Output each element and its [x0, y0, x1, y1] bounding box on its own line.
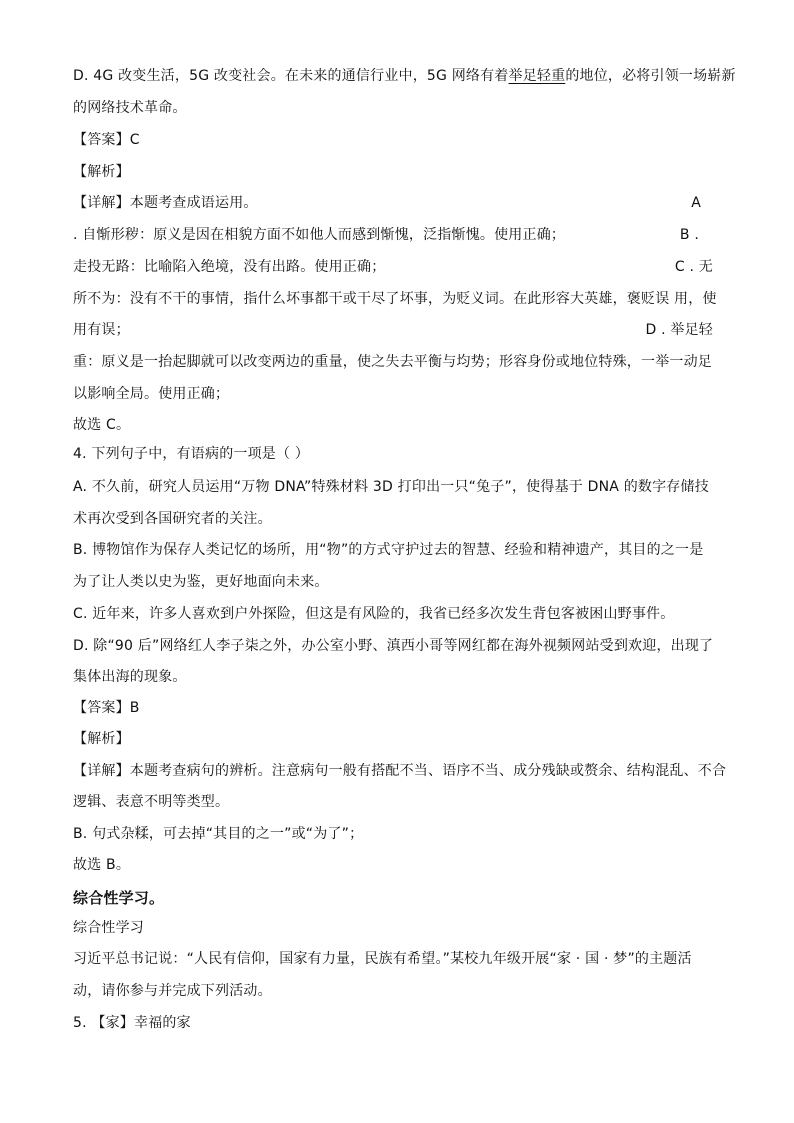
q3-detail-line2 — [73, 225, 713, 245]
q4-detail-line1: 【详解】本题考查病句的辨析。注意病句一般有搭配不当、语序不当、成分残缺或赘余、结构混乱、不合 — [73, 763, 727, 779]
q4-option-b-line2: 为了让人类以史为鉴，更好地面向未来。 — [73, 574, 329, 590]
text-segment: B . — [679, 227, 699, 243]
q4-option-a-line1: A. 不久前，研究人员运用“万物 DNA”特殊材料 3D 打印出一只“兔子”，使得基于 DNA 的数字存储技 — [73, 479, 709, 495]
q3-detail-line1 — [73, 193, 713, 213]
q4-detail-line3: B. 句式杂糅，可去掉“其目的之一”或“为了”； — [73, 826, 364, 842]
q4-analysis-label: 【解析】 — [73, 731, 130, 747]
text-segment: D . 举足轻 — [645, 322, 713, 338]
text-segment: A — [691, 195, 701, 211]
q3-detail-line7: 以影响全局。使用正确； — [73, 386, 230, 402]
underlined-idiom: 举足轻重 — [508, 68, 566, 84]
q3-answer: 【答案】C — [73, 132, 140, 148]
text-segment: 【详解】本题考查成语运用。 — [73, 195, 258, 211]
q4-stem: 4. 下列句子中，有语病的一项是（ ） — [73, 446, 310, 462]
text-segment: D. 4G 改变生活，5G 改变社会。在未来的通信行业中，5G 网络有着 — [73, 68, 509, 84]
section-intro-line2: 动，请你参与并完成下列活动。 — [73, 983, 272, 999]
q3-detail-line5 — [73, 320, 713, 340]
text-segment: . 自惭形秽：原义是因在相貌方面不如他人而感到惭愧，泛指惭愧。使用正确； — [73, 227, 566, 243]
q4-option-a-line2: 术再次受到各国研究者的关注。 — [73, 511, 272, 527]
text-segment: C . 无 — [674, 259, 713, 275]
q3-detail-line6: 重：原义是一抬起脚就可以改变两边的重量，使之失去平衡与均势；形容身份或地位特殊，一举一动足 — [73, 354, 712, 370]
q4-option-d-line2: 集体出海的现象。 — [73, 669, 187, 685]
text-segment: 走投无路：比喻陷入绝境，没有出路。使用正确； — [73, 259, 386, 275]
q4-option-c-line1: C. 近年来，许多人喜欢到户外探险，但这是有风险的，我省已经多次发生背包客被困山野事件。 — [73, 606, 675, 622]
q3-option-d-line1 — [73, 66, 736, 86]
q4-detail-line2: 逻辑、表意不明等类型。 — [73, 794, 230, 810]
q3-detail-line8: 故选 C。 — [73, 417, 131, 433]
q3-detail-line4: 所不为：没有不干的事情，指什么坏事都干或干尽了坏事，为贬义词。在此形容大英雄，褒贬误 用，使 — [73, 291, 717, 307]
section-heading: 综合性学习。 — [73, 889, 165, 907]
q3-option-d-line2: 的网络技术革命。 — [73, 100, 187, 116]
text-segment: 用有误； — [73, 322, 130, 338]
section-subheading: 综合性学习 — [73, 920, 144, 936]
q5-title: 5. 【家】幸福的家 — [73, 1015, 191, 1031]
q3-detail-line3 — [73, 257, 713, 277]
q4-option-d-line1: D. 除“90 后”网络红人李子柒之外，办公室小野、滇西小哥等网红都在海外视频网站受到欢迎，出现了 — [73, 638, 714, 654]
section-intro-line1: 习近平总书记说：“人民有信仰，国家有力量，民族有希望。”某校九年级开展“家 · 国 · 梦”的主题活 — [73, 951, 692, 967]
text-segment: 的地位，必将引领一场崭新 — [565, 68, 736, 84]
q4-answer: 【答案】B — [73, 700, 140, 716]
q4-detail-line4: 故选 B。 — [73, 857, 131, 873]
q4-option-b-line1: B. 博物馆作为保存人类记忆的场所，用“物”的方式守护过去的智慧、经验和精神遗产，其目的之一是 — [73, 542, 704, 558]
q3-analysis-label: 【解析】 — [73, 164, 130, 180]
